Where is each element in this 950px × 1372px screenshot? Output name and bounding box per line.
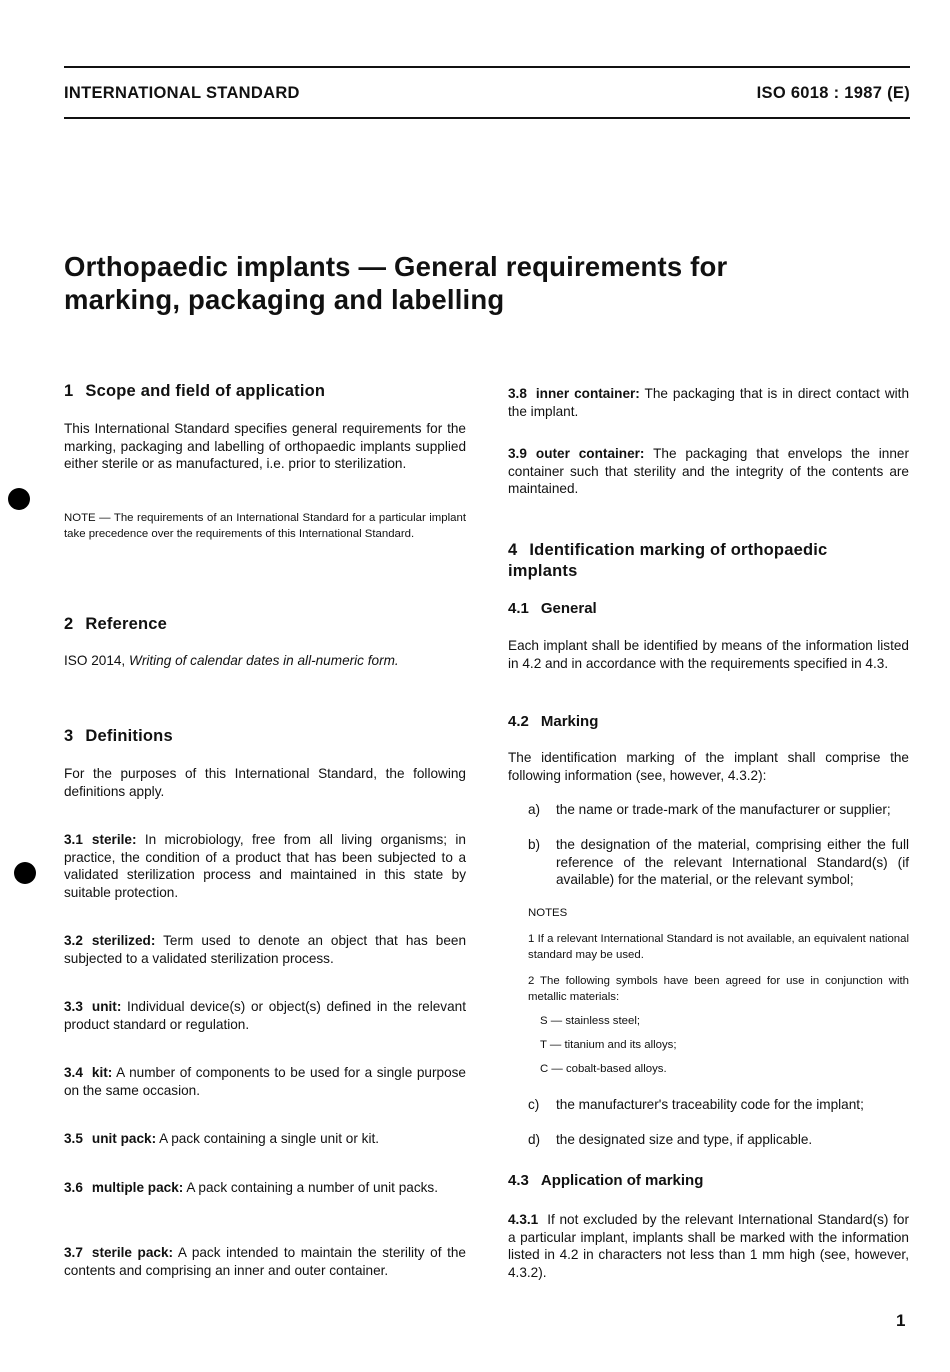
definition-3-3: 3.3 unit: Individual device(s) or object(s) defined in the relevant product standard or regulation. (64, 999, 467, 1032)
binding-hole-mark-lower (14, 862, 36, 884)
binding-hole-mark-upper (8, 488, 30, 510)
clause-4-3-1: 4.3.1 If not excluded by the relevant International Standard(s) for a particular implant, implants shall be marked with the information listed in 4.2 in characters not less than 1 mm high (see, however, 4.3.2). (508, 1212, 909, 1280)
page-number: 1 (896, 1311, 906, 1330)
definition-3-1: 3.1 sterile: In microbiology, free from all living organisms; in practice, the condition of a product that has been subjected to a validated sterilization process and maintained in this state by suitable protection. (64, 832, 466, 900)
title-line-2: marking, packaging and labelling (64, 284, 505, 315)
section-2-reference: ISO 2014, Writing of calendar dates in all-numeric form. (64, 653, 399, 668)
definition-3-8: 3.8 inner container: The packaging that is in direct contact with the implant. (508, 386, 909, 419)
note-1: 1 If a relevant International Standard is not available, an equivalent national standard may be used. (528, 933, 909, 961)
section-3-heading: 3 Definitions (64, 727, 173, 745)
header-standard-number: ISO 6018 : 1987 (E) (756, 84, 910, 102)
header-top-rule (64, 66, 910, 68)
symbol-cobalt: C — cobalt-based alloys. (540, 1063, 667, 1075)
header-standard-type: INTERNATIONAL STANDARD (64, 84, 300, 102)
symbol-stainless-steel: S — stainless steel; (540, 1015, 641, 1027)
header-bottom-rule (64, 117, 910, 119)
section-1-heading: 1 Scope and field of application (64, 382, 326, 400)
subsection-4-3-heading: 4.3 Application of marking (508, 1172, 704, 1189)
section-1-paragraph: This International Standard specifies general requirements for the marking, packaging and labelling of orthopaedic implants supplied either sterile or as manufactured, i.e. prior to sterilization. (64, 421, 466, 471)
list-item-c: c) the manufacturer's traceability code for the implant; (528, 1097, 864, 1112)
subsection-4-2-intro: The identification marking of the implant shall comprise the following information (see, however, 4.3.2): (508, 750, 909, 783)
title-line-1: Orthopaedic implants — General requirements for (64, 251, 728, 282)
section-3-intro: For the purposes of this International Standard, the following definitions apply. (64, 766, 466, 799)
section-2-heading: 2 Reference (64, 615, 167, 633)
notes-heading: NOTES (528, 907, 568, 919)
subsection-4-2-heading: 4.2 Marking (508, 713, 599, 730)
subsection-4-1-text: Each implant shall be identified by means of the information listed in 4.2 and in accordance with the requirements specified in 4.3. (508, 638, 909, 671)
note-2: 2 The following symbols have been agreed for use in conjunction with metallic materials: (528, 975, 909, 1003)
definition-3-6: 3.6 multiple pack: A pack containing a number of unit packs. (64, 1180, 438, 1195)
definition-3-5: 3.5 unit pack: A pack containing a single unit or kit. (64, 1131, 380, 1146)
definition-3-9: 3.9 outer container: The packaging that envelops the inner container such that sterility and the integrity of the contents are maintained. (508, 446, 910, 496)
list-item-b: b) the designation of the material, comprising either the full reference of the relevant International Standard(s) (if available) for the material, or the relevant symbol; (528, 837, 909, 887)
definition-3-2: 3.2 sterilized: Term used to denote an object that has been subjected to a validated sterilization process. (64, 933, 467, 966)
section-1-note: NOTE — The requirements of an International Standard for a particular implant take precedence over the requirements of this International Standard. (64, 512, 466, 540)
definition-3-7: 3.7 sterile pack: A pack intended to maintain the sterility of the contents and comprising an inner and outer container. (64, 1245, 466, 1278)
document-title (64, 250, 904, 316)
section-4-heading: 4 Identification marking of orthopaedic implants (508, 541, 828, 580)
subsection-4-1-heading: 4.1 General (508, 600, 597, 617)
list-item-a: a) the name or trade-mark of the manufacturer or supplier; (528, 802, 891, 817)
symbol-titanium: T — titanium and its alloys; (540, 1039, 677, 1051)
definition-3-4: 3.4 kit: A number of components to be used for a single purpose on the same occasion. (64, 1065, 466, 1098)
list-item-d: d) the designated size and type, if applicable. (528, 1132, 813, 1147)
